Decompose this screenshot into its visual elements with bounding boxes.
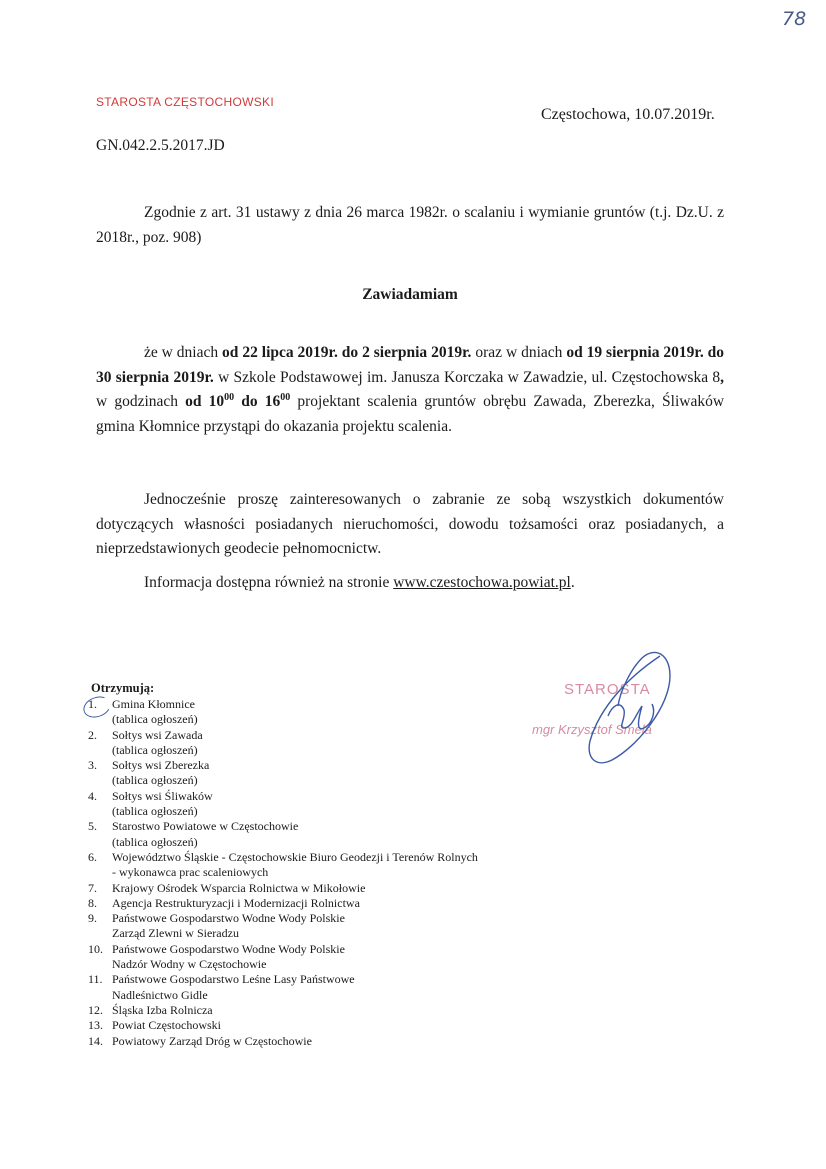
notice-paragraph-3 [144, 574, 575, 592]
item-text: Gmina Kłomnice (tablica ogłoszeń) [112, 697, 198, 727]
item-text: Powiatowy Zarząd Dróg w Częstochowie [112, 1033, 312, 1048]
list-item [88, 911, 568, 942]
text-run: , [720, 368, 725, 386]
list-item [88, 942, 568, 973]
text-run: . [570, 574, 575, 591]
place-and-date: Częstochowa, 10.07.2019r. [541, 106, 715, 123]
website-link[interactable]: www.czestochowa.powiat.pl [393, 574, 571, 591]
text-run: że w dniach [144, 344, 223, 361]
item-number: 2. [88, 727, 97, 742]
item-number: 8. [88, 895, 97, 910]
hours-to: do 16 [234, 393, 281, 411]
list-item [88, 1003, 568, 1018]
hours-from-minutes: 00 [224, 392, 235, 404]
item-number: 9. [88, 911, 97, 926]
item-number: 12. [88, 1002, 103, 1017]
date-range-2: od 19 sierpnia 2019r. do 30 sierpnia 2019r. [96, 344, 724, 386]
list-item [88, 896, 568, 911]
text-run: projektant scalenia gruntów obrębu Zawada, Zberezka, Śliwaków gmina Kłomnice przystąpi do okazania projektu scalenia. [96, 393, 725, 435]
list-item [88, 758, 568, 789]
item-text: Państwowe Gospodarstwo Wodne Wody Polskie Nadzór Wodny w Częstochowie [112, 941, 345, 972]
hours-range [185, 393, 290, 410]
hours-from: od 10 [185, 393, 225, 411]
notice-paragraph-2: Jednocześnie proszę zainteresowanych o zabranie ze sobą wszystkich dokumentów dotyczących własności posiadanych nieruchomości, dowodu tożsamości oraz posiadanych, a nieprzedstawionych geodecie pełnomocnictw. [96, 491, 724, 558]
item-number: 1. [88, 697, 97, 711]
list-item [88, 697, 568, 728]
text-run: w godzinach [96, 393, 186, 411]
text-run: Informacja dostępna również na stronie [144, 574, 394, 591]
reference-number: GN.042.2.5.2017.JD [96, 137, 225, 154]
item-number: 3. [88, 758, 97, 773]
item-text: Sołtys wsi Zberezka (tablica ogłoszeń) [112, 758, 210, 788]
item-text: Agencja Restrukturyzacji i Modernizacji Rolnictwa [112, 895, 360, 910]
item-text: Województwo Śląskie - Częstochowskie Biuro Geodezji i Terenów Rolnych - wykonawca prac scaleniowych [112, 849, 478, 880]
list-item [88, 1018, 568, 1033]
page-number: 78 [782, 8, 807, 30]
notice-heading: Zawiadamiam [362, 286, 458, 303]
item-text: Sołtys wsi Zawada (tablica ogłoszeń) [112, 727, 203, 757]
list-item [88, 881, 568, 896]
item-number: 6. [88, 849, 97, 864]
list-item [88, 819, 568, 850]
office-stamp-header: STAROSTA CZĘSTOCHOWSKI [96, 95, 274, 109]
item-text: Sołtys wsi Śliwaków (tablica ogłoszeń) [112, 788, 213, 819]
venue-text: w Szkole Podstawowej im. Janusza Korczaka w Zawadzie, ul. Częstochowska 8 [213, 368, 721, 386]
item-text: Krajowy Ośrodek Wsparcia Rolnictwa w Mikołowie [112, 880, 366, 895]
item-text: Starostwo Powiatowe w Częstochowie (tablica ogłoszeń) [112, 819, 299, 849]
list-item [88, 728, 568, 759]
legal-basis-paragraph: Zgodnie z art. 31 ustawy z dnia 26 marca 1982r. o scalaniu i wymianie gruntów (t.j. Dz.U. z 2018r., poz. 908) [96, 204, 724, 246]
item-text: Państwowe Gospodarstwo Leśne Lasy Państwowe Nadleśnictwo Gidle [112, 972, 355, 1002]
hours-to-minutes: 00 [280, 392, 291, 404]
list-item [88, 789, 568, 820]
item-number: 14. [88, 1033, 103, 1048]
text-run: oraz w dniach [471, 344, 567, 361]
stamp-name: mgr Krzysztof Smela [532, 722, 652, 737]
notice-paragraph-1 [96, 341, 724, 439]
item-number: 11. [88, 972, 103, 987]
list-item [88, 850, 568, 881]
item-number: 10. [88, 941, 103, 956]
item-number: 4. [88, 788, 97, 803]
recipients-list [88, 697, 568, 1049]
item-number: 13. [88, 1018, 103, 1033]
recipients-title: Otrzymują: [91, 681, 155, 695]
item-text: Powiat Częstochowski [112, 1018, 221, 1033]
handwritten-signature-mark [589, 652, 670, 762]
item-number: 5. [88, 819, 97, 834]
item-text: Śląska Izba Rolnicza [112, 1002, 213, 1017]
list-item [88, 1034, 568, 1049]
item-number: 7. [88, 880, 97, 895]
date-range-1: od 22 lipca 2019r. do 2 sierpnia 2019r. [222, 344, 472, 361]
stamp-title: STAROSTA [564, 681, 651, 698]
list-item [88, 972, 568, 1003]
item-text: Państwowe Gospodarstwo Wodne Wody Polskie Zarząd Zlewni w Sieradzu [112, 911, 345, 941]
